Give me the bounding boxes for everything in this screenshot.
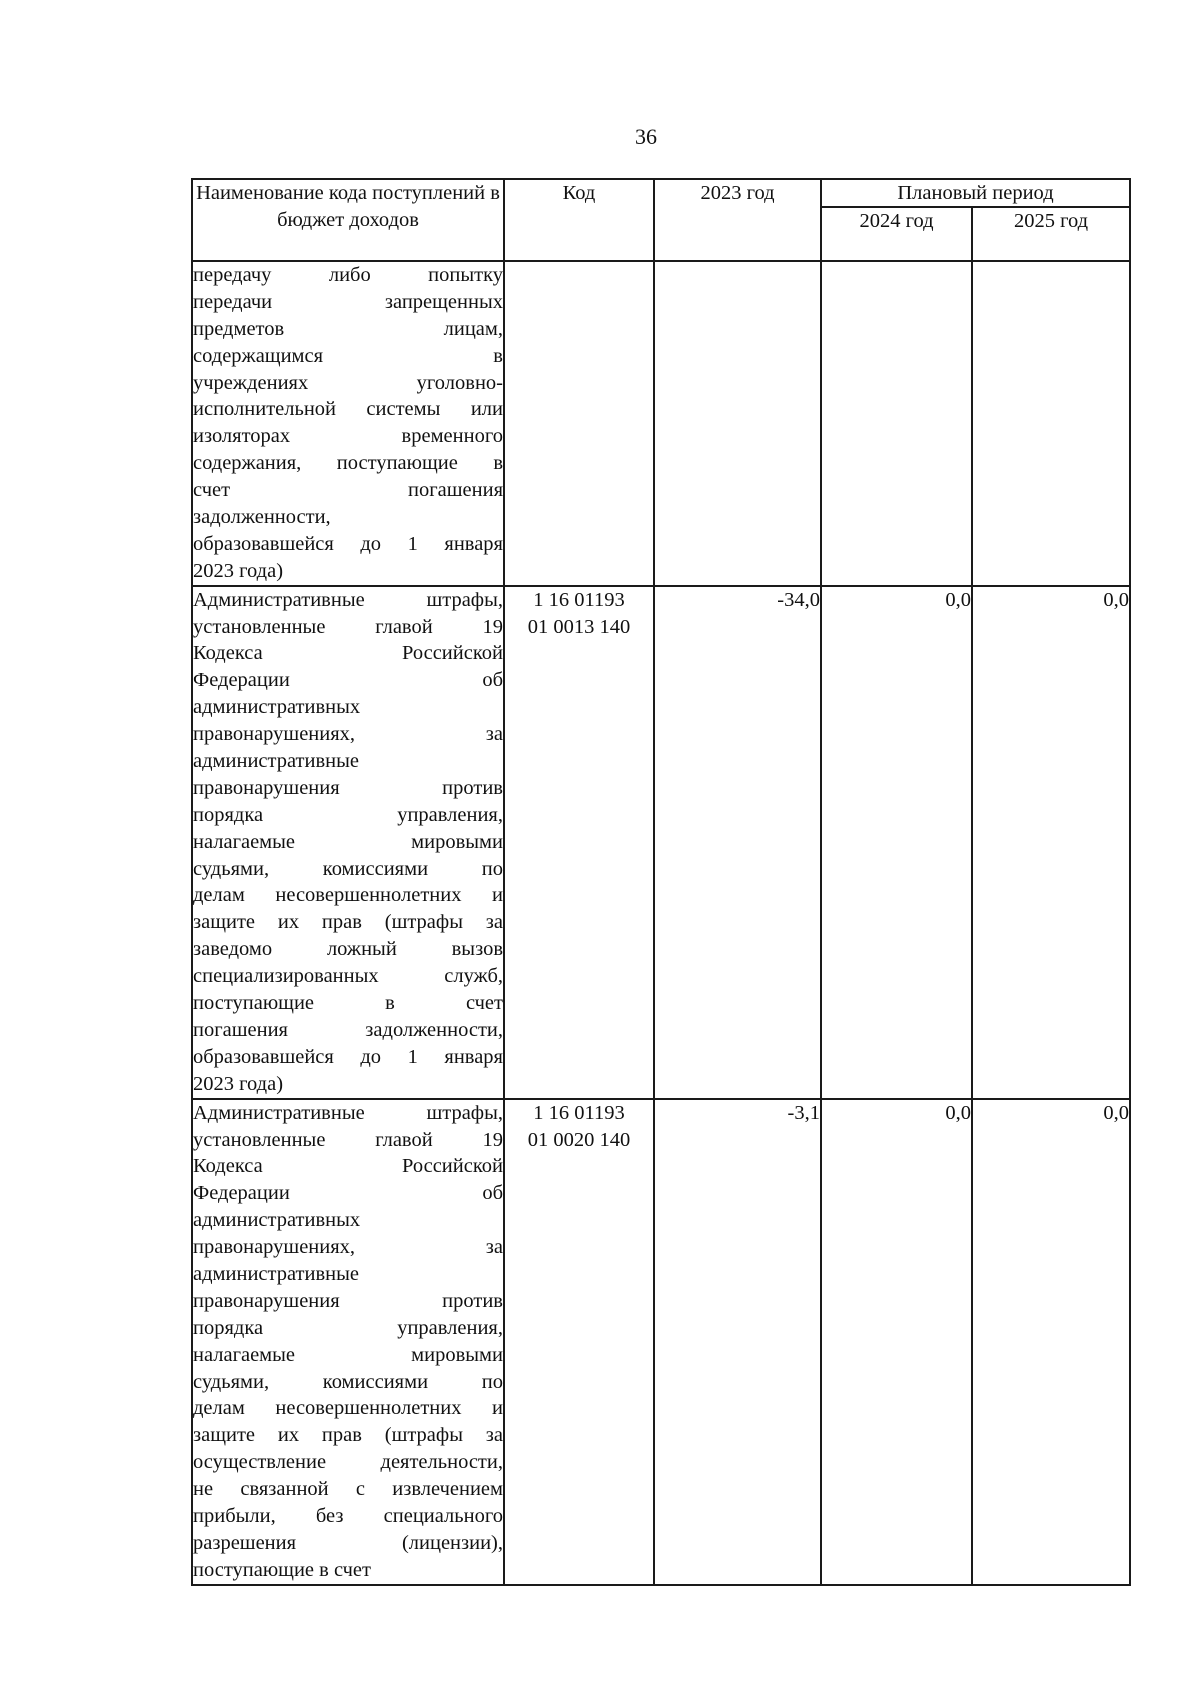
revenue-name-line: 2023 года): [193, 559, 284, 582]
revenue-name-line: Кодекса Российской: [193, 642, 503, 665]
revenue-name-line: передачу либо попытку: [193, 264, 503, 286]
revenue-name-line: административные: [193, 750, 359, 773]
revenue-name-line: правонарушениях, за: [193, 1236, 503, 1259]
revenue-name-line: защите их прав (штрафы за: [193, 1424, 503, 1447]
header-year-2023: 2023 год: [654, 179, 821, 261]
revenue-name-line: учреждениях уголовно-: [193, 371, 503, 394]
revenue-name-line: правонарушениях, за: [193, 723, 503, 746]
amount-2025-cell: [972, 261, 1130, 586]
revenue-name-line: Кодекса Российской: [193, 1155, 503, 1178]
amount-2024-cell: 0,0: [821, 586, 972, 1099]
revenue-name-line: задолженности,: [193, 506, 331, 529]
revenue-name-line: Административные штрафы,: [193, 1101, 503, 1124]
revenue-name-line: образовавшейся до 1 января: [193, 1045, 503, 1068]
revenue-name-line: административных: [193, 696, 361, 719]
amount-2025-cell: 0,0: [972, 586, 1130, 1099]
revenue-name-line: налагаемые мировыми: [193, 830, 503, 853]
amount-2024-cell: 0,0: [821, 1099, 972, 1585]
revenue-name-line: поступающие в счет: [193, 992, 503, 1015]
revenue-name-line: защите их прав (штрафы за: [193, 911, 503, 934]
revenue-name-cell: [192, 586, 504, 1099]
revenue-name-line: образовавшейся до 1 января: [193, 532, 503, 555]
revenue-name-line: порядка управления,: [193, 1316, 503, 1339]
revenue-code-line: 01 0013 140: [527, 615, 631, 638]
revenue-name-line: специализированных служб,: [193, 965, 503, 988]
revenue-name-line: правонарушения против: [193, 776, 503, 799]
revenue-name-line: правонарушения против: [193, 1289, 503, 1312]
revenue-name-line: делам несовершеннолетних и: [193, 884, 503, 907]
revenue-code-line: [505, 262, 653, 289]
revenue-name-line: 2023 года): [193, 1072, 284, 1095]
revenue-code-line: [505, 289, 653, 316]
revenue-name-cell: [192, 1099, 504, 1585]
amount-2023-cell: -3,1: [654, 1099, 821, 1585]
revenue-code-cell: [504, 586, 654, 1099]
amount-2024-cell: [821, 261, 972, 586]
header-year-2025: 2025 год: [972, 207, 1130, 261]
amount-2023-cell: [654, 261, 821, 586]
revenue-name-line: налагаемые мировыми: [193, 1343, 503, 1366]
revenue-name-line: административные: [193, 1262, 359, 1285]
revenue-name-line: осуществление деятельности,: [193, 1451, 503, 1474]
revenue-name-line: административных: [193, 1209, 361, 1232]
revenue-name-line: изоляторах временного: [193, 425, 503, 448]
revenue-name-line: судьями, комиссиями по: [193, 1370, 503, 1393]
revenue-name-line: установленные главой 19: [193, 1128, 503, 1151]
revenue-name-line: передачи запрещенных: [193, 290, 503, 313]
revenue-name-line: исполнительной системы или: [193, 398, 503, 421]
amount-2023-cell: -34,0: [654, 586, 821, 1099]
revenue-name-line: погашения задолженности,: [193, 1018, 503, 1041]
revenue-name-line: разрешения (лицензии),: [193, 1531, 503, 1554]
header-code: Код: [504, 179, 654, 261]
revenue-name-line: содержащимся в: [193, 344, 503, 367]
revenue-name-line: заведомо ложный вызов: [193, 938, 503, 961]
revenue-table: [191, 178, 1131, 1586]
revenue-code-line: 01 0020 140: [527, 1128, 631, 1151]
header-year-2024: 2024 год: [821, 207, 972, 261]
revenue-code-line: 1 16 01193: [533, 1101, 625, 1124]
revenue-code-cell: [504, 261, 654, 586]
table-body: [192, 261, 1130, 1585]
revenue-code-cell: [504, 1099, 654, 1585]
revenue-name-line: Административные штрафы,: [193, 588, 503, 611]
revenue-name-line: предметов лицам,: [193, 317, 503, 340]
revenue-name-line: порядка управления,: [193, 803, 503, 826]
revenue-name-line: судьями, комиссиями по: [193, 857, 503, 880]
table-row: [192, 586, 1130, 1099]
table-row: [192, 261, 1130, 586]
revenue-name-line: содержания, поступающие в: [193, 452, 503, 475]
revenue-name-line: установленные главой 19: [193, 615, 503, 638]
page-number: 36: [635, 124, 657, 149]
table-header-row: [192, 179, 1130, 207]
amount-2025-cell: 0,0: [972, 1099, 1130, 1585]
revenue-name-line: Федерации об: [193, 669, 503, 692]
header-planned-period: Плановый период: [821, 179, 1130, 207]
revenue-name-line: Федерации об: [193, 1182, 503, 1205]
revenue-name-line: делам несовершеннолетних и: [193, 1397, 503, 1420]
revenue-name-cell: [192, 261, 504, 586]
revenue-name-line: не связанной с извлечением: [193, 1478, 503, 1501]
revenue-name-line: поступающие в счет: [193, 1558, 371, 1581]
header-name: Наименование кода поступлений в бюджет доходов: [192, 179, 504, 261]
revenue-name-line: счет погашения: [193, 479, 503, 502]
revenue-name-line: прибыли, без специального: [193, 1504, 503, 1527]
revenue-code-line: 1 16 01193: [533, 588, 625, 611]
table-row: [192, 1099, 1130, 1585]
